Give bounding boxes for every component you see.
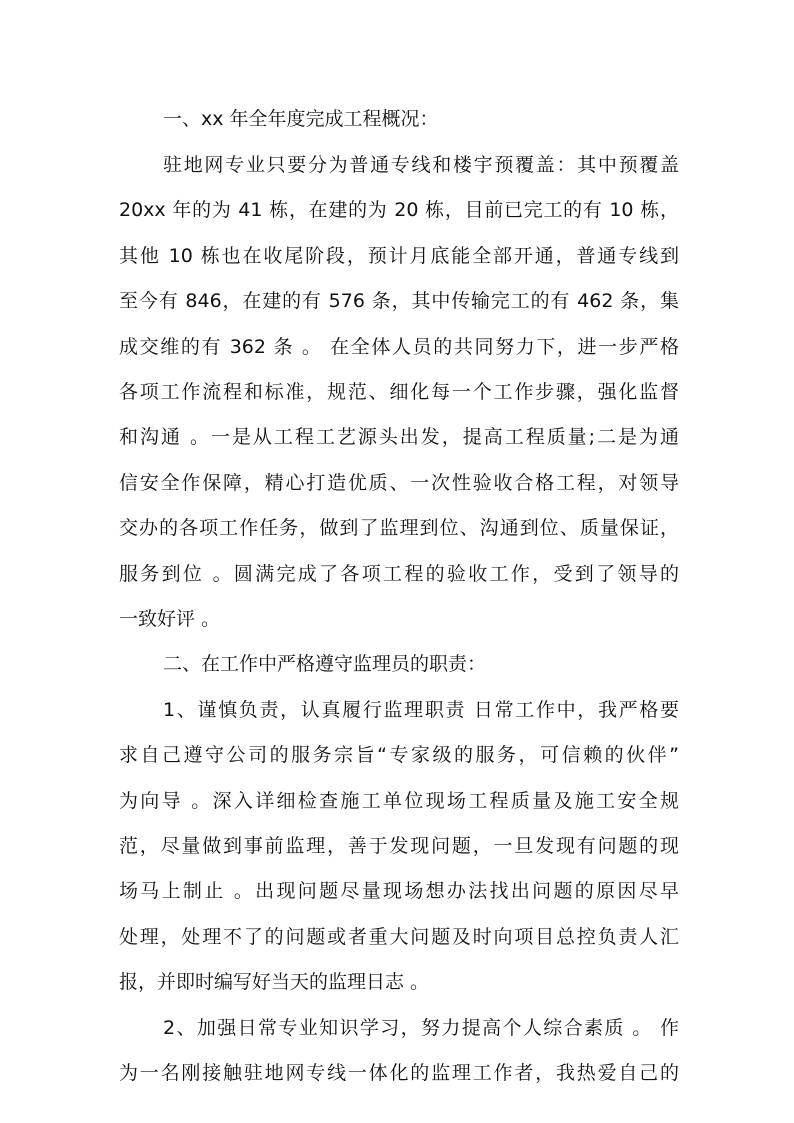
paragraph-line: 场马上制止 。出现问题尽量现场想办法找出问题的原因尽早: [119, 880, 679, 902]
paragraph-line: 其他 10 栋也在收尾阶段，预计月底能全部开通，普通专线到: [119, 245, 679, 267]
paragraph-line: 2、加强日常专业知识学习，努力提高个人综合素质 。 作: [163, 1017, 679, 1039]
paragraph-line: 驻地网专业只要分为普通专线和楼宇预覆盖：其中预覆盖: [163, 154, 679, 176]
paragraph-line: 为向导 。深入详细检查施工单位现场工程质量及施工安全规: [119, 790, 679, 812]
paragraph-line: 一致好评 。: [119, 608, 221, 630]
paragraph-line: 20xx 年的为 41 栋，在建的为 20 栋，目前已完工的有 10 栋，: [119, 199, 679, 221]
paragraph-line: 范，尽量做到事前监理，善于发现问题，一旦发现有问题的现: [119, 835, 679, 857]
paragraph-line: 和沟通 。一是从工程工艺源头出发，提高工程质量;二是为通: [119, 426, 679, 448]
paragraph-line: 信安全作保障，精心打造优质、一次性验收合格工程，对领导: [119, 472, 679, 494]
section-heading-2: 二、在工作中严格遵守监理员的职责：: [163, 653, 487, 675]
paragraph-line: 成交维的有 362 条 。 在全体人员的共同努力下，进一步严格: [119, 336, 679, 358]
section-heading-1: 一、xx 年全年度完成工程概况：: [163, 108, 439, 130]
paragraph-line: 报，并即时编写好当天的监理日志 。: [119, 971, 430, 993]
paragraph-line: 为一名刚接触驻地网专线一体化的监理工作者，我热爱自己的: [119, 1062, 679, 1084]
paragraph-line: 处理，处理不了的问题或者重大问题及时向项目总控负责人汇: [119, 926, 679, 948]
paragraph-line: 服务到位 。圆满完成了各项工程的验收工作，受到了领导的: [119, 563, 679, 585]
paragraph-line: 求自己遵守公司的服务宗旨“专家级的服务，可信赖的伙伴”: [119, 744, 679, 766]
paragraph-line: 交办的各项工作任务，做到了监理到位、沟通到位、质量保证，: [119, 517, 679, 539]
paragraph-line: 1、谨慎负责，认真履行监理职责 日常工作中，我严格要: [163, 699, 679, 721]
paragraph-line: 各项工作流程和标准，规范、细化每一个工作步骤，强化监督: [119, 381, 679, 403]
paragraph-line: 至今有 846，在建的有 576 条，其中传输完工的有 462 条，集: [119, 290, 679, 312]
